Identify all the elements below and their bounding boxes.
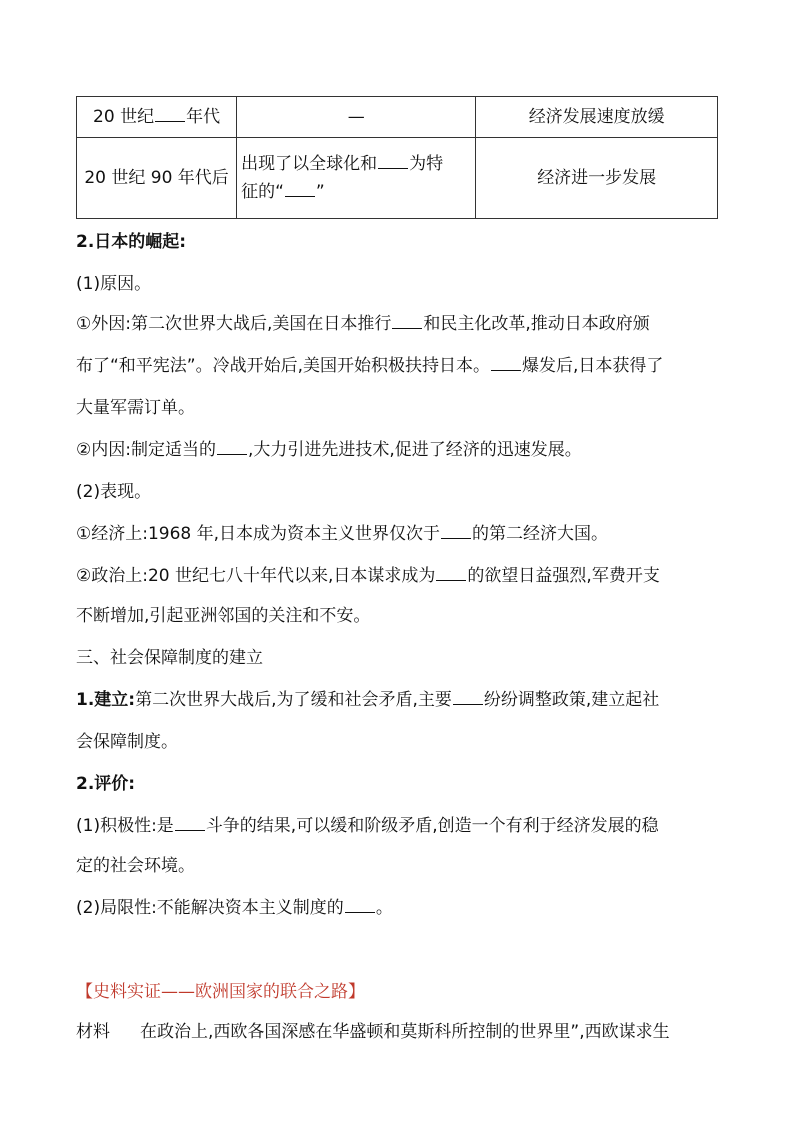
fill-blank (392, 312, 422, 329)
fill-blank (285, 180, 315, 197)
text-span: 纷纷调整政策,建立起社 (483, 690, 660, 710)
paragraph-line: 不断增加,引起亚洲邻国的关注和不安。 (76, 606, 371, 626)
history-table (76, 96, 718, 219)
feature-text-a: 出现了以全球化和 (241, 154, 378, 174)
text-span: 的欲望日益强烈,军费开支 (467, 566, 660, 586)
material-label: 材料 (76, 1022, 110, 1042)
table-cell-result: 经济进一步发展 (476, 138, 718, 219)
table-cell-period: 20 世纪 90 年代后 (77, 138, 237, 219)
text-span: ①经济上:1968 年,日本成为资本主义世界仅次于 (76, 524, 441, 544)
feature-text-b: 为特 (409, 154, 444, 174)
paragraph-line (76, 814, 720, 838)
feature-text-d: ” (315, 182, 325, 202)
text-span: 斗争的结果,可以缓和阶级矛盾,创造一个有利于经济发展的稳 (205, 816, 659, 836)
period-prefix: 20 世纪 (93, 107, 155, 127)
text-span: (1)积极性:是 (76, 816, 174, 836)
paragraph-line (76, 354, 720, 378)
paragraph-line (76, 688, 720, 712)
fill-blank (345, 896, 375, 913)
fill-blank (175, 814, 205, 831)
evidence-material-line (76, 1020, 720, 1044)
material-text: 在政治上,西欧各国深感在华盛顿和莫斯科所控制的世界里”,西欧谋求生 (140, 1022, 670, 1042)
fill-blank (491, 354, 521, 371)
paragraph-line: 定的社会环境。 (76, 856, 195, 876)
text-span: 的第二经济大国。 (472, 524, 609, 544)
text-span: ②内因:制定适当的 (76, 440, 216, 460)
establish-label: 1.建立: (76, 690, 136, 710)
period-suffix: 年代 (186, 107, 221, 127)
fill-blank (441, 522, 471, 539)
table-row (77, 97, 718, 138)
paragraph-line (76, 438, 720, 462)
feature-text-c: 征的“ (241, 182, 284, 202)
paragraph-line: 大量军需订单。 (76, 398, 195, 418)
table-cell-period (77, 97, 237, 138)
table-cell-feature: — (237, 97, 476, 138)
text-span: 和民主化改革,推动日本政府颁 (423, 314, 650, 334)
text-span: 爆发后,日本获得了 (522, 356, 664, 376)
fill-blank (436, 564, 466, 581)
text-span: ,大力引进先进技术,促进了经济的迅速发展。 (247, 440, 582, 460)
fill-blank (453, 688, 483, 705)
fill-blank (378, 152, 408, 169)
paragraph-line (76, 896, 720, 920)
text-span: 布了“和平宪法”。冷战开始后,美国开始积极扶持日本。 (76, 356, 491, 376)
paragraph-line (76, 522, 720, 546)
section-heading-japan: 2.日本的崛起: (76, 232, 187, 252)
text-span: 第二次世界大战后,为了缓和社会矛盾,主要 (135, 690, 452, 710)
fill-blank (155, 105, 185, 122)
paragraph-line (76, 564, 720, 588)
text-span: ①外因:第二次世界大战后,美国在日本推行 (76, 314, 392, 334)
table-row (77, 138, 718, 219)
paragraph-line (76, 312, 720, 336)
table-cell-result: 经济发展速度放缓 (476, 97, 718, 138)
table-cell-feature (237, 138, 476, 219)
text-span: (2)局限性:不能解决资本主义制度的 (76, 898, 344, 918)
cause-label: (1)原因。 (76, 274, 152, 294)
text-span: ②政治上:20 世纪七八十年代以来,日本谋求成为 (76, 566, 436, 586)
section-heading-social-security: 三、社会保障制度的建立 (76, 648, 263, 668)
paragraph-line: 会保障制度。 (76, 732, 178, 752)
fill-blank (217, 438, 247, 455)
text-span: 。 (375, 898, 393, 918)
performance-label: (2)表现。 (76, 482, 152, 502)
evaluation-heading: 2.评价: (76, 774, 136, 794)
evidence-title: 【史料实证——欧洲国家的联合之路】 (76, 982, 365, 1002)
